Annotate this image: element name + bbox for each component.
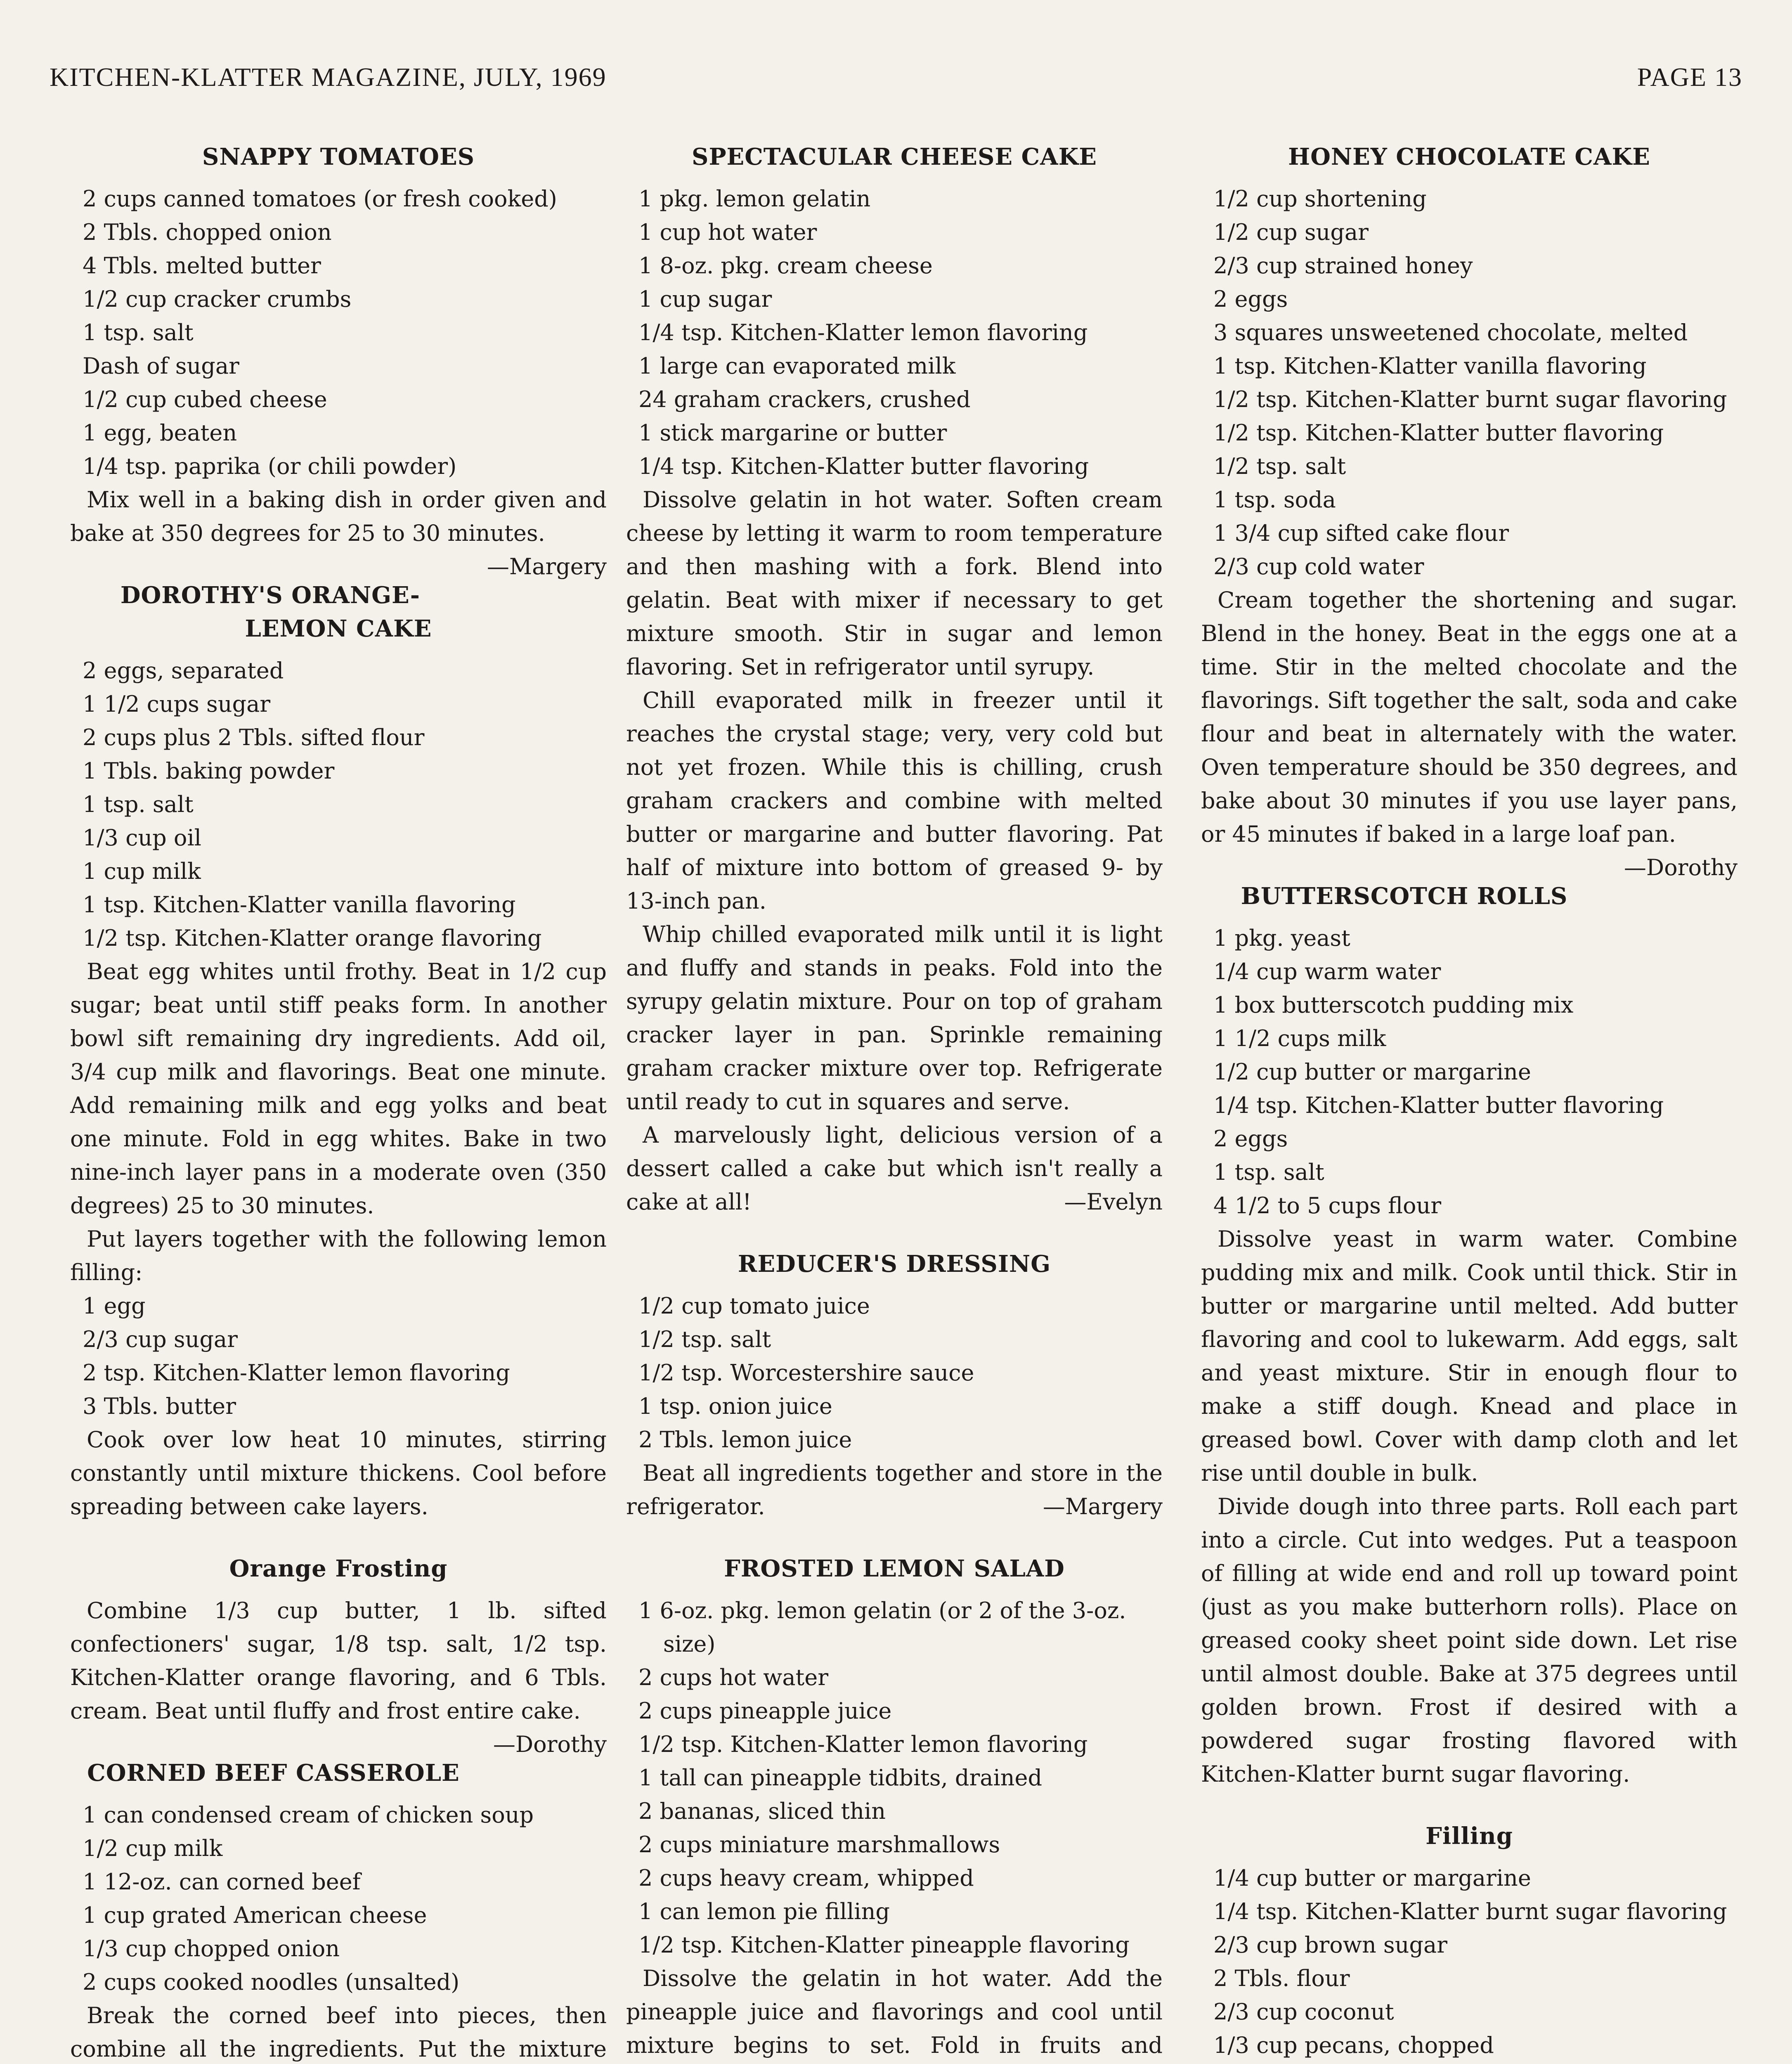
- recipe: [626, 1552, 1163, 2064]
- ingredient: 1 Tbls. baking powder: [83, 758, 335, 784]
- ingredient: 2/3 cup cold water: [1213, 554, 1424, 580]
- recipe-title: Orange Frosting: [229, 1555, 448, 1582]
- column-3: [1201, 140, 1738, 2064]
- directions-paragraph: Combine 1/3 cup butter, 1 lb. sifted confectioners' sugar, 1/8 tsp. salt, 1/2 tsp. Kitchen-Klatter orange flavoring, and 6 Tbls. cream. Beat until fluffy and frost entire cake. —Dorothy: [70, 1594, 607, 1728]
- ingredient: 1/2 tsp. Kitchen-Klatter orange flavoring: [83, 925, 542, 951]
- recipe-title: HONEY CHOCOLATE CAKE: [1288, 143, 1650, 170]
- ingredient: 1 tsp. Kitchen-Klatter vanilla flavoring: [83, 892, 516, 918]
- ingredient: 1 tsp. onion juice: [638, 1393, 832, 1419]
- ingredient: 2 eggs: [1213, 286, 1288, 312]
- column-2: [626, 140, 1163, 2064]
- ingredient: 1/2 tsp. Kitchen-Klatter lemon flavoring: [638, 1731, 1088, 1757]
- ingredient: 2 Tbls. lemon juice: [638, 1427, 852, 1453]
- ingredient: 2/3 cup brown sugar: [1213, 1932, 1447, 1958]
- directions-paragraph: Beat all ingredients together and store in the refrigerator. —Margery: [626, 1456, 1163, 1523]
- recipe: [1201, 880, 1738, 1791]
- ingredient: 1 tall can pineapple tidbits, drained: [638, 1765, 1043, 1791]
- directions-paragraph: Whip chilled evaporated milk until it is light and fluffy and stands in peaks. Fold into the syrupy gelatin mixture. Pour on top of graham cracker layer in pan. Sprinkle remaining graham cracker mixture over top. Refrigerate until ready to cut in squares and serve.: [626, 921, 1163, 1115]
- ingredient: 1 box butterscotch pudding mix: [1213, 992, 1574, 1018]
- recipe-signature: —Margery: [1043, 1494, 1163, 1520]
- ingredient: 2 cups canned tomatoes (or fresh cooked): [83, 186, 557, 212]
- recipe: [1201, 1820, 1738, 2064]
- page-header: [50, 62, 1742, 103]
- recipe-signature: —Margery: [487, 554, 607, 580]
- ingredient-list: [1201, 182, 1738, 583]
- ingredient-list: [626, 182, 1163, 483]
- ingredient-list: [70, 1798, 607, 1999]
- ingredient: 4 1/2 to 5 cups flour: [1213, 1193, 1442, 1219]
- ingredient: 2 cups cooked noodles (unsalted): [83, 1969, 460, 1995]
- ingredient: 1/2 tsp. Worcestershire sauce: [638, 1360, 974, 1386]
- directions-paragraph: Mix well in a baking dish in order given and bake at 350 degrees for 25 to 30 minutes. —Margery: [70, 483, 607, 550]
- ingredient-list: [70, 182, 607, 483]
- recipe: [626, 1247, 1163, 1523]
- ingredient: 1/3 cup oil: [83, 825, 201, 851]
- ingredient: 2/3 cup strained honey: [1213, 253, 1473, 279]
- ingredient: 1 8-oz. pkg. cream cheese: [638, 253, 933, 279]
- ingredient-list: [1201, 1861, 1738, 2062]
- ingredient: 1 cup milk: [83, 858, 201, 884]
- ingredient-list: [1201, 921, 1738, 1222]
- ingredient: 1/4 cup warm water: [1213, 959, 1441, 985]
- ingredient: 2 eggs: [1213, 1126, 1288, 1152]
- directions-paragraph: Divide dough into three parts. Roll each part into a circle. Cut into wedges. Put a teaspoon of filling at wide end and roll up toward point (just as you make butterhorn rolls). Place on greased cooky sheet point side down. Let rise until almost double. Bake at 375 degrees until golden brown. Frost if desired with a powdered sugar frosting flavored with Kitchen-Klatter burnt sugar flavoring.: [1201, 1494, 1738, 1787]
- recipe: [626, 140, 1163, 1219]
- ingredient: 1/2 cup sugar: [1213, 219, 1369, 245]
- ingredient: 1/2 cup shortening: [1213, 186, 1427, 212]
- ingredient: 1 pkg. lemon gelatin: [638, 186, 871, 212]
- ingredient: 1/4 tsp. paprika (or chili powder): [83, 453, 457, 479]
- ingredient: 1 tsp. Kitchen-Klatter vanilla flavoring: [1213, 353, 1647, 379]
- ingredient: 2/3 cup coconut: [1213, 1999, 1394, 2025]
- ingredient: 1 tsp. salt: [83, 320, 194, 346]
- magazine-title: KITCHEN-KLATTER MAGAZINE, JULY, 1969: [50, 62, 607, 92]
- recipe-title: REDUCER'S DRESSING: [738, 1250, 1051, 1278]
- ingredient: 1 stick margarine or butter: [638, 420, 947, 446]
- recipe: [70, 1552, 607, 1757]
- ingredient: 1 1/2 cups milk: [1213, 1025, 1386, 1051]
- ingredient: 2 cups miniature marshmallows: [638, 1832, 1000, 1858]
- directions-paragraph: Cook over low heat 10 minutes, stirring constantly until mixture thickens. Cool before spreading between cake layers.: [70, 1427, 607, 1520]
- ingredient: 1/2 tsp. salt: [638, 1326, 771, 1352]
- ingredient: 2 eggs, separated: [83, 658, 284, 684]
- ingredient: 1/2 cup cubed cheese: [83, 386, 327, 412]
- recipe-title: DOROTHY'S ORANGE-LEMON CAKE: [120, 582, 432, 642]
- ingredient: 1/2 cup cracker crumbs: [83, 286, 352, 312]
- recipe-signature: —Dorothy: [1624, 854, 1738, 881]
- ingredient: 1/2 cup butter or margarine: [1213, 1059, 1531, 1085]
- ingredient: 1 3/4 cup sifted cake flour: [1213, 520, 1509, 546]
- directions-paragraph: A marvelously light, delicious version of a dessert called a cake but which isn't really a cake at all! —Evelyn: [626, 1118, 1163, 1219]
- recipe: [70, 579, 607, 1523]
- ingredient-list: [626, 1289, 1163, 1456]
- ingredient: 1/2 tsp. salt: [1213, 453, 1346, 479]
- directions-paragraph: Chill evaporated milk in freezer until it reaches the crystal stage; very, very cold but not yet frozen. While this is chilling, crush graham crackers and combine with melted butter or margarine and butter flavoring. Pat half of mixture into bottom of greased 9- by 13-inch pan.: [626, 687, 1163, 914]
- ingredient: 1 large can evaporated milk: [638, 353, 956, 379]
- recipe-title: CORNED BEEF CASSEROLE: [87, 1759, 460, 1787]
- ingredient: 1/3 cup pecans, chopped: [1213, 2032, 1494, 2058]
- ingredient: 1 can lemon pie filling: [638, 1898, 890, 1924]
- ingredient: 1 12-oz. can corned beef: [83, 1869, 361, 1895]
- ingredient-list: [70, 654, 607, 955]
- recipe-signature: —Dorothy: [493, 1731, 607, 1757]
- ingredient: 1/4 tsp. Kitchen-Klatter butter flavoring: [1213, 1092, 1664, 1118]
- ingredient: 1 egg: [83, 1293, 146, 1319]
- recipe-signature: —Evelyn: [1064, 1189, 1163, 1215]
- ingredient: 1/2 tsp. Kitchen-Klatter pineapple flavoring: [638, 1932, 1130, 1958]
- ingredient: 2 cups pineapple juice: [638, 1698, 892, 1724]
- directions-paragraph: Dissolve yeast in warm water. Combine pudding mix and milk. Cook until thick. Stir in butter or margarine until melted. Add butter flavoring and cool to lukewarm. Add eggs, salt and yeast mixture. Stir in enough flour to make a stiff dough. Knead and place in greased bowl. Cover with damp cloth and let rise until double in bulk.: [1201, 1226, 1738, 1486]
- ingredient: 1/4 cup butter or margarine: [1213, 1865, 1531, 1891]
- ingredient: 2/3 cup sugar: [83, 1326, 238, 1352]
- directions-paragraph: Break the corned beef into pieces, then combine all the ingredients. Put the mixture: [70, 2002, 607, 2062]
- ingredient: 2 cups heavy cream, whipped: [638, 1865, 974, 1891]
- ingredient: 1 can condensed cream of chicken soup: [83, 1802, 534, 1828]
- ingredient: 1/3 cup chopped onion: [83, 1936, 340, 1962]
- ingredient: 1 egg, beaten: [83, 420, 237, 446]
- ingredient: 1 tsp. salt: [1213, 1159, 1324, 1185]
- ingredient: 3 squares unsweetened chocolate, melted: [1213, 320, 1688, 346]
- recipe-title: FROSTED LEMON SALAD: [724, 1555, 1065, 1582]
- ingredient: 1 cup sugar: [638, 286, 772, 312]
- recipe: [70, 140, 607, 580]
- ingredient: 24 graham crackers, crushed: [638, 386, 971, 412]
- ingredient-list: [626, 1594, 1163, 1962]
- ingredient: 1/2 tsp. Kitchen-Klatter butter flavoring: [1213, 420, 1664, 446]
- ingredient: 1/4 tsp. Kitchen-Klatter butter flavoring: [638, 453, 1089, 479]
- ingredient: 2 tsp. Kitchen-Klatter lemon flavoring: [83, 1360, 510, 1386]
- ingredient: 1 pkg. yeast: [1213, 925, 1350, 951]
- column-1: [70, 140, 607, 2064]
- ingredient: 1 tsp. salt: [83, 791, 194, 817]
- ingredient: 1/2 tsp. Kitchen-Klatter burnt sugar flavoring: [1213, 386, 1727, 412]
- ingredient: 1 cup grated American cheese: [83, 1902, 427, 1928]
- page-number: PAGE 13: [1637, 62, 1742, 92]
- directions-paragraph: [1201, 2062, 1738, 2064]
- directions-paragraph: Cream together the shortening and sugar. Blend in the honey. Beat in the eggs one at a time. Stir in the melted chocolate and the flavorings. Sift together the salt, soda and cake flour and beat in alternately with the water. Oven temperature should be 350 degrees, and bake about 30 minutes if you use layer pans, or 45 minutes if baked in a large loaf pan. —Dorothy: [1201, 583, 1738, 851]
- ingredient: 4 Tbls. melted butter: [83, 253, 321, 279]
- ingredient: 1 tsp. soda: [1213, 487, 1336, 513]
- ingredient: 2 cups hot water: [638, 1664, 829, 1690]
- ingredient: 1 6-oz. pkg. lemon gelatin (or 2 of the 3-oz. size): [638, 1598, 1126, 1657]
- directions-paragraph: Beat egg whites until frothy. Beat in 1/2 cup sugar; beat until stiff peaks form. In another bowl sift remaining dry ingredients. Add oil, 3/4 cup milk and flavorings. Beat one minute. Add remaining milk and egg yolks and beat one minute. Fold in egg whites. Bake in two nine-inch layer pans in a moderate oven (350 degrees) 25 to 30 minutes.: [70, 959, 607, 1219]
- recipe-title: Filling: [1426, 1823, 1513, 1850]
- ingredient: 1 cup hot water: [638, 219, 817, 245]
- ingredient: 3 Tbls. butter: [83, 1393, 236, 1419]
- directions-paragraph: Put layers together with the following lemon filling:: [70, 1226, 607, 1285]
- ingredient: 1 1/2 cups sugar: [83, 691, 271, 717]
- directions-paragraph: Dissolve the gelatin in hot water. Add the pineapple juice and flavorings and cool until mixture begins to set. Fold in fruits and: [626, 1965, 1163, 2058]
- recipe-title: BUTTERSCOTCH ROLLS: [1241, 883, 1568, 910]
- ingredient: 1/4 tsp. Kitchen-Klatter burnt sugar flavoring: [1213, 1898, 1727, 1924]
- ingredient: 2 Tbls. chopped onion: [83, 219, 332, 245]
- ingredient: 2 cups plus 2 Tbls. sifted flour: [83, 724, 425, 750]
- recipe: [1201, 140, 1738, 881]
- ingredient: 1/2 cup tomato juice: [638, 1293, 870, 1319]
- ingredient: 1/4 tsp. Kitchen-Klatter lemon flavoring: [638, 320, 1088, 346]
- ingredient: 2 Tbls. flour: [1213, 1965, 1350, 1991]
- ingredient: 2 bananas, sliced thin: [638, 1798, 886, 1824]
- recipe: [70, 1756, 607, 2064]
- ingredient-list: [70, 1289, 607, 1423]
- directions-paragraph: Dissolve gelatin in hot water. Soften cream cheese by letting it warm to room temperature and then mashing with a fork. Blend into gelatin. Beat with mixer if necessary to get mixture smooth. Stir in sugar and lemon flavoring. Set in refrigerator until syrupy.: [626, 487, 1163, 680]
- recipe-title: SPECTACULAR CHEESE CAKE: [692, 143, 1097, 170]
- ingredient: Dash of sugar: [83, 353, 239, 379]
- recipe-title: SNAPPY TOMATOES: [202, 143, 475, 170]
- ingredient: 1/2 cup milk: [83, 1835, 223, 1861]
